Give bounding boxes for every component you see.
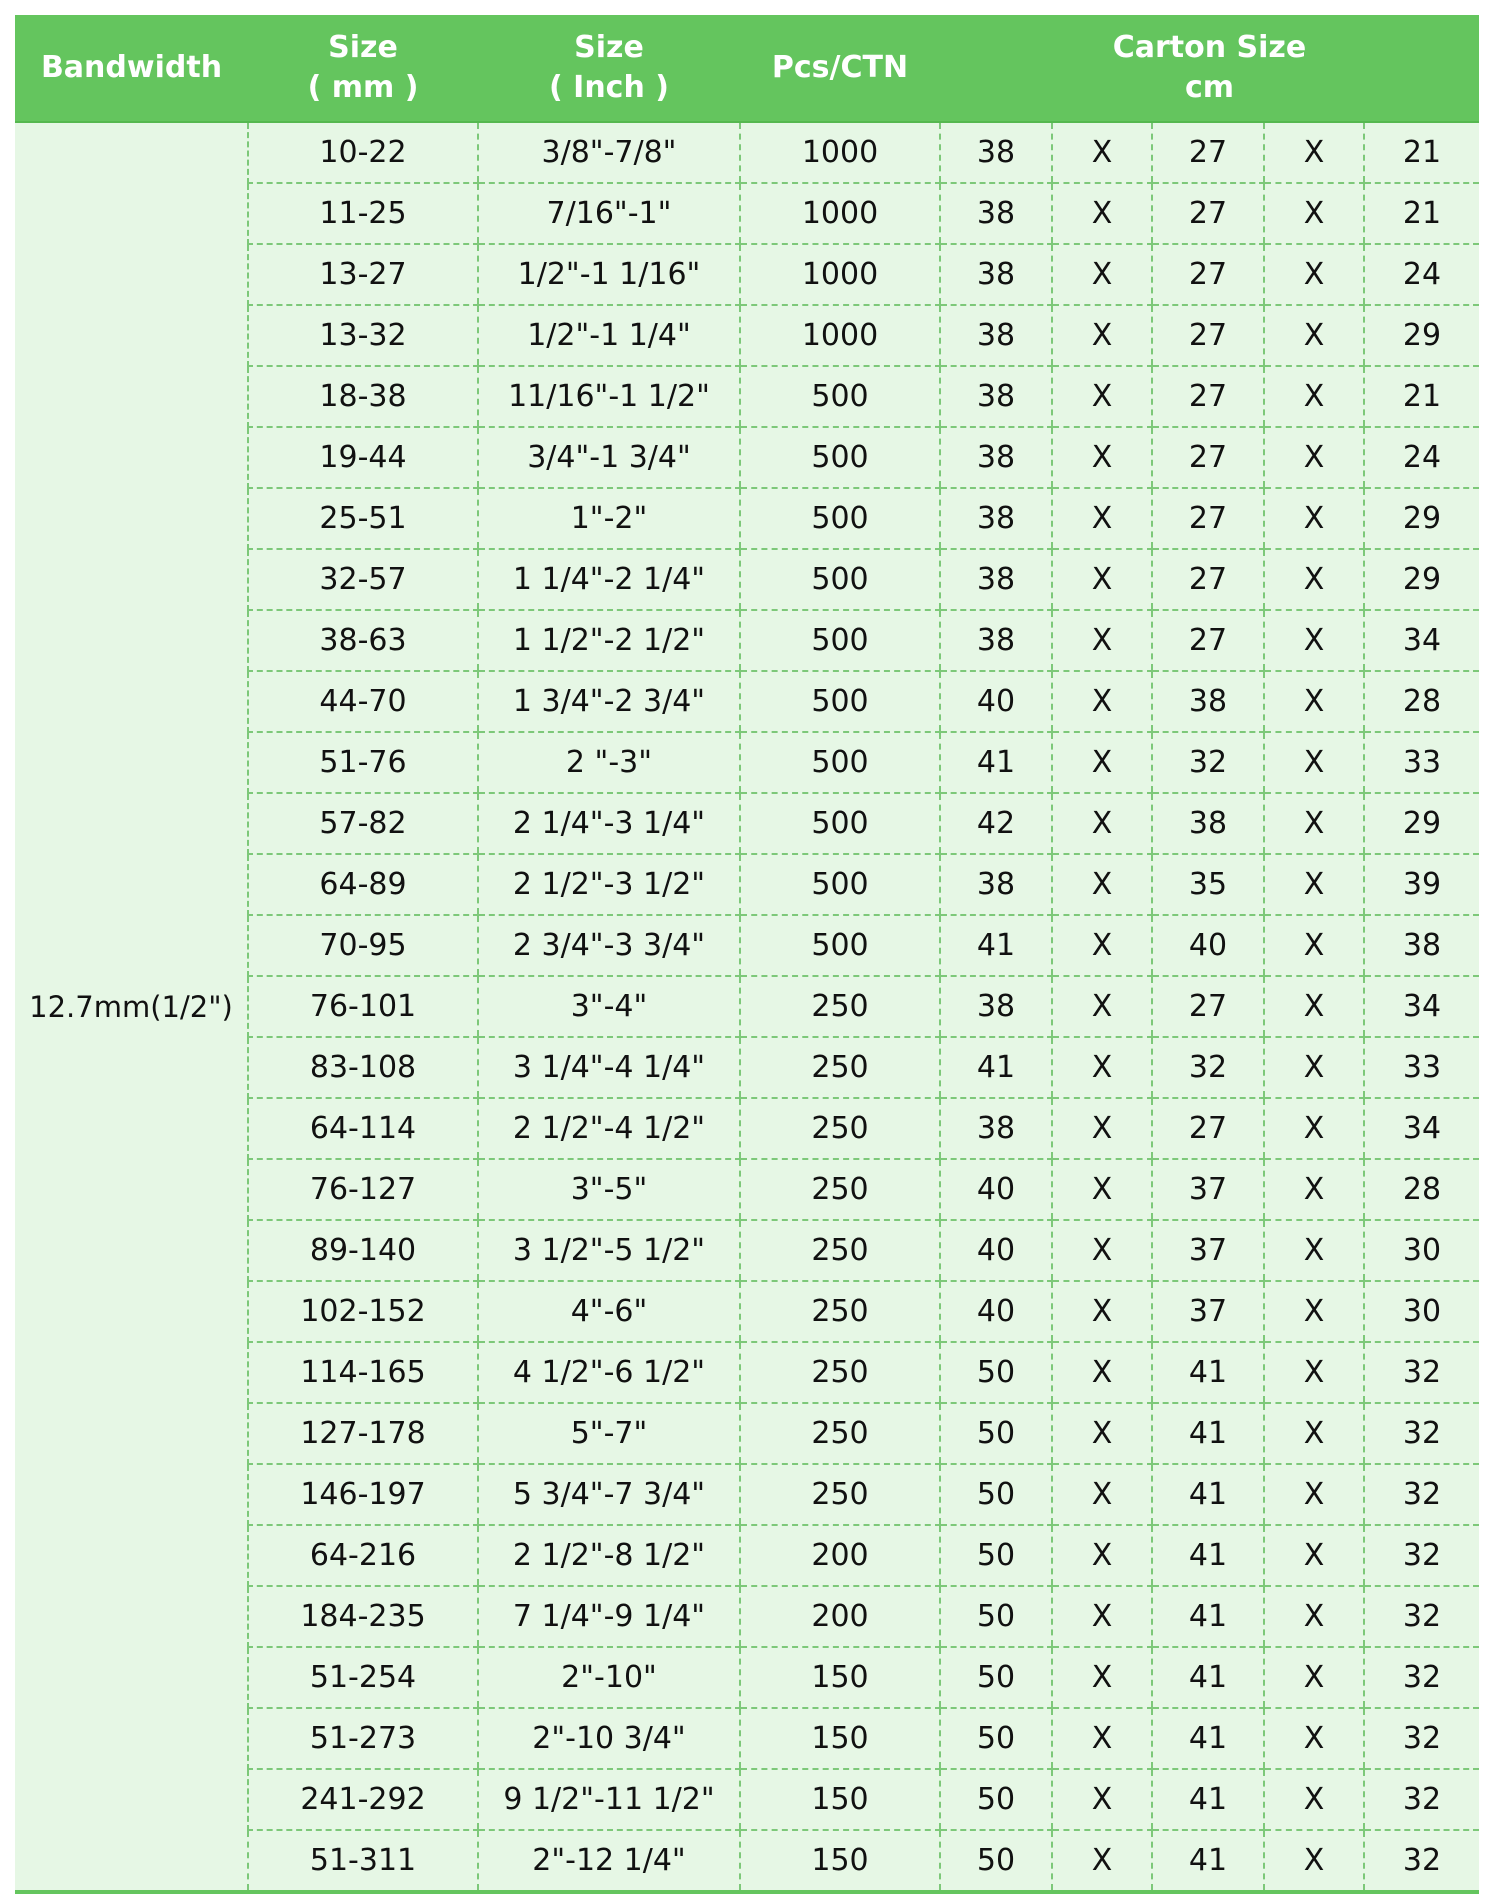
- size-mm-cell: 83-108: [248, 1037, 478, 1098]
- size-inch-cell: 2 1/4"-3 1/4": [478, 793, 740, 854]
- size-inch-cell: 3/4"-1 3/4": [478, 427, 740, 488]
- size-inch-cell: 11/16"-1 1/2": [478, 366, 740, 427]
- pcs-ctn-cell: 250: [740, 1037, 940, 1098]
- size-mm-cell: 32-57: [248, 549, 478, 610]
- header-row: [15, 15, 1479, 122]
- size-mm-cell: 64-216: [248, 1525, 478, 1586]
- carton-height-cell: 21: [1364, 122, 1479, 183]
- carton-length-cell: 50: [940, 1769, 1052, 1830]
- pcs-ctn-cell: 500: [740, 366, 940, 427]
- pcs-ctn-cell: 500: [740, 427, 940, 488]
- carton-separator: X: [1264, 854, 1364, 915]
- carton-width-cell: 40: [1152, 915, 1264, 976]
- carton-length-cell: 50: [940, 1586, 1052, 1647]
- carton-length-cell: 38: [940, 488, 1052, 549]
- carton-height-cell: 32: [1364, 1647, 1479, 1708]
- carton-length-cell: 40: [940, 1159, 1052, 1220]
- carton-length-cell: 38: [940, 305, 1052, 366]
- carton-separator: X: [1264, 1098, 1364, 1159]
- header-size-mm-line2: ( mm ): [307, 70, 419, 105]
- carton-length-cell: 41: [940, 732, 1052, 793]
- carton-height-cell: 21: [1364, 183, 1479, 244]
- size-inch-cell: 5"-7": [478, 1403, 740, 1464]
- size-mm-cell: 13-27: [248, 244, 478, 305]
- size-mm-cell: 44-70: [248, 671, 478, 732]
- carton-width-cell: 32: [1152, 1037, 1264, 1098]
- carton-height-cell: 32: [1364, 1708, 1479, 1769]
- carton-width-cell: 41: [1152, 1830, 1264, 1892]
- carton-separator: X: [1264, 1525, 1364, 1586]
- carton-length-cell: 41: [940, 915, 1052, 976]
- carton-separator: X: [1052, 183, 1152, 244]
- carton-length-cell: 50: [940, 1464, 1052, 1525]
- carton-separator: X: [1052, 122, 1152, 183]
- carton-length-cell: 50: [940, 1525, 1052, 1586]
- carton-separator: X: [1052, 1220, 1152, 1281]
- carton-separator: X: [1264, 732, 1364, 793]
- header-size-mm-line1: Size: [328, 30, 398, 65]
- carton-separator: X: [1052, 549, 1152, 610]
- carton-height-cell: 30: [1364, 1220, 1479, 1281]
- size-mm-cell: 51-311: [248, 1830, 478, 1892]
- size-mm-cell: 102-152: [248, 1281, 478, 1342]
- carton-separator: X: [1264, 1342, 1364, 1403]
- carton-separator: X: [1052, 915, 1152, 976]
- size-inch-cell: 2 3/4"-3 3/4": [478, 915, 740, 976]
- header-carton-size: [940, 15, 1479, 122]
- size-mm-cell: 25-51: [248, 488, 478, 549]
- size-mm-cell: 13-32: [248, 305, 478, 366]
- carton-height-cell: 32: [1364, 1464, 1479, 1525]
- carton-separator: X: [1264, 610, 1364, 671]
- pcs-ctn-cell: 250: [740, 1281, 940, 1342]
- carton-separator: X: [1052, 1464, 1152, 1525]
- carton-width-cell: 37: [1152, 1220, 1264, 1281]
- carton-length-cell: 38: [940, 183, 1052, 244]
- carton-separator: X: [1052, 244, 1152, 305]
- carton-width-cell: 27: [1152, 244, 1264, 305]
- carton-separator: X: [1264, 1647, 1364, 1708]
- carton-separator: X: [1264, 1464, 1364, 1525]
- carton-separator: X: [1264, 976, 1364, 1037]
- size-mm-cell: 127-178: [248, 1403, 478, 1464]
- carton-width-cell: 27: [1152, 976, 1264, 1037]
- size-inch-cell: 4"-6": [478, 1281, 740, 1342]
- size-mm-cell: 76-101: [248, 976, 478, 1037]
- size-mm-cell: 18-38: [248, 366, 478, 427]
- carton-width-cell: 27: [1152, 122, 1264, 183]
- carton-separator: X: [1264, 1769, 1364, 1830]
- carton-length-cell: 38: [940, 427, 1052, 488]
- size-mm-cell: 57-82: [248, 793, 478, 854]
- size-mm-cell: 19-44: [248, 427, 478, 488]
- size-mm-cell: 11-25: [248, 183, 478, 244]
- carton-separator: X: [1052, 1281, 1152, 1342]
- carton-separator: X: [1264, 1586, 1364, 1647]
- pcs-ctn-cell: 500: [740, 549, 940, 610]
- header-size-mm: [248, 15, 478, 122]
- carton-separator: X: [1052, 366, 1152, 427]
- size-mm-cell: 114-165: [248, 1342, 478, 1403]
- carton-separator: X: [1264, 305, 1364, 366]
- carton-height-cell: 33: [1364, 732, 1479, 793]
- carton-height-cell: 34: [1364, 610, 1479, 671]
- carton-width-cell: 27: [1152, 1098, 1264, 1159]
- carton-length-cell: 38: [940, 976, 1052, 1037]
- pcs-ctn-cell: 250: [740, 976, 940, 1037]
- carton-length-cell: 50: [940, 1830, 1052, 1892]
- carton-separator: X: [1264, 1281, 1364, 1342]
- size-mm-cell: 241-292: [248, 1769, 478, 1830]
- carton-separator: X: [1264, 1159, 1364, 1220]
- size-mm-cell: 10-22: [248, 122, 478, 183]
- carton-length-cell: 38: [940, 244, 1052, 305]
- size-mm-cell: 70-95: [248, 915, 478, 976]
- size-inch-cell: 1 3/4"-2 3/4": [478, 671, 740, 732]
- carton-height-cell: 38: [1364, 915, 1479, 976]
- carton-separator: X: [1052, 1586, 1152, 1647]
- carton-height-cell: 28: [1364, 1159, 1479, 1220]
- size-mm-cell: 51-273: [248, 1708, 478, 1769]
- carton-height-cell: 24: [1364, 244, 1479, 305]
- size-inch-cell: 5 3/4"-7 3/4": [478, 1464, 740, 1525]
- carton-width-cell: 27: [1152, 549, 1264, 610]
- carton-height-cell: 29: [1364, 793, 1479, 854]
- spec-table: [15, 15, 1479, 1894]
- pcs-ctn-cell: 250: [740, 1342, 940, 1403]
- carton-height-cell: 32: [1364, 1586, 1479, 1647]
- header-size-inch-line1: Size: [574, 30, 644, 65]
- carton-length-cell: 38: [940, 1098, 1052, 1159]
- carton-width-cell: 27: [1152, 305, 1264, 366]
- header-pcs-ctn: Pcs/CTN: [740, 15, 940, 122]
- size-inch-cell: 2"-10": [478, 1647, 740, 1708]
- carton-separator: X: [1264, 549, 1364, 610]
- size-inch-cell: 3/8"-7/8": [478, 122, 740, 183]
- size-inch-cell: 4 1/2"-6 1/2": [478, 1342, 740, 1403]
- carton-length-cell: 40: [940, 1220, 1052, 1281]
- pcs-ctn-cell: 500: [740, 488, 940, 549]
- size-inch-cell: 2 1/2"-4 1/2": [478, 1098, 740, 1159]
- carton-height-cell: 32: [1364, 1769, 1479, 1830]
- carton-length-cell: 38: [940, 366, 1052, 427]
- carton-length-cell: 38: [940, 854, 1052, 915]
- pcs-ctn-cell: 200: [740, 1586, 940, 1647]
- carton-separator: X: [1264, 1037, 1364, 1098]
- carton-width-cell: 38: [1152, 793, 1264, 854]
- pcs-ctn-cell: 500: [740, 732, 940, 793]
- carton-width-cell: 37: [1152, 1281, 1264, 1342]
- size-inch-cell: 9 1/2"-11 1/2": [478, 1769, 740, 1830]
- carton-separator: X: [1052, 610, 1152, 671]
- carton-separator: X: [1052, 732, 1152, 793]
- carton-length-cell: 50: [940, 1403, 1052, 1464]
- carton-width-cell: 38: [1152, 671, 1264, 732]
- size-inch-cell: 2"-10 3/4": [478, 1708, 740, 1769]
- pcs-ctn-cell: 250: [740, 1464, 940, 1525]
- carton-length-cell: 40: [940, 671, 1052, 732]
- carton-width-cell: 41: [1152, 1586, 1264, 1647]
- carton-separator: X: [1264, 1708, 1364, 1769]
- carton-width-cell: 41: [1152, 1525, 1264, 1586]
- carton-width-cell: 27: [1152, 427, 1264, 488]
- size-inch-cell: 1 1/4"-2 1/4": [478, 549, 740, 610]
- carton-separator: X: [1052, 1098, 1152, 1159]
- carton-width-cell: 41: [1152, 1342, 1264, 1403]
- pcs-ctn-cell: 250: [740, 1159, 940, 1220]
- carton-height-cell: 32: [1364, 1525, 1479, 1586]
- carton-width-cell: 41: [1152, 1464, 1264, 1525]
- size-inch-cell: 2 1/2"-3 1/2": [478, 854, 740, 915]
- size-inch-cell: 2"-12 1/4": [478, 1830, 740, 1892]
- header-carton-size-line1: Carton Size: [1112, 30, 1307, 65]
- carton-separator: X: [1264, 1830, 1364, 1892]
- pcs-ctn-cell: 250: [740, 1403, 940, 1464]
- carton-length-cell: 50: [940, 1708, 1052, 1769]
- carton-separator: X: [1052, 427, 1152, 488]
- pcs-ctn-cell: 250: [740, 1098, 940, 1159]
- size-mm-cell: 64-114: [248, 1098, 478, 1159]
- carton-length-cell: 42: [940, 793, 1052, 854]
- carton-length-cell: 50: [940, 1342, 1052, 1403]
- header-bandwidth: Bandwidth: [15, 15, 248, 122]
- carton-width-cell: 27: [1152, 183, 1264, 244]
- carton-length-cell: 38: [940, 610, 1052, 671]
- carton-height-cell: 24: [1364, 427, 1479, 488]
- carton-separator: X: [1052, 976, 1152, 1037]
- size-inch-cell: 1"-2": [478, 488, 740, 549]
- carton-width-cell: 35: [1152, 854, 1264, 915]
- carton-height-cell: 32: [1364, 1342, 1479, 1403]
- carton-separator: X: [1052, 1403, 1152, 1464]
- carton-height-cell: 39: [1364, 854, 1479, 915]
- carton-width-cell: 27: [1152, 610, 1264, 671]
- pcs-ctn-cell: 200: [740, 1525, 940, 1586]
- pcs-ctn-cell: 150: [740, 1830, 940, 1892]
- carton-separator: X: [1052, 1159, 1152, 1220]
- carton-separator: X: [1264, 244, 1364, 305]
- size-inch-cell: 1 1/2"-2 1/2": [478, 610, 740, 671]
- pcs-ctn-cell: 250: [740, 1220, 940, 1281]
- pcs-ctn-cell: 1000: [740, 122, 940, 183]
- carton-separator: X: [1264, 488, 1364, 549]
- pcs-ctn-cell: 150: [740, 1769, 940, 1830]
- carton-separator: X: [1264, 427, 1364, 488]
- carton-separator: X: [1052, 305, 1152, 366]
- carton-length-cell: 41: [940, 1037, 1052, 1098]
- carton-height-cell: 32: [1364, 1403, 1479, 1464]
- header-carton-size-line2: cm: [1184, 70, 1235, 105]
- pcs-ctn-cell: 500: [740, 854, 940, 915]
- carton-separator: X: [1052, 1769, 1152, 1830]
- carton-length-cell: 50: [940, 1647, 1052, 1708]
- pcs-ctn-cell: 500: [740, 671, 940, 732]
- carton-separator: X: [1264, 1220, 1364, 1281]
- carton-width-cell: 32: [1152, 732, 1264, 793]
- size-inch-cell: 2 "-3": [478, 732, 740, 793]
- carton-height-cell: 29: [1364, 305, 1479, 366]
- bandwidth-cell: 12.7mm(1/2"): [15, 122, 248, 1892]
- carton-separator: X: [1052, 1037, 1152, 1098]
- carton-height-cell: 29: [1364, 549, 1479, 610]
- carton-width-cell: 41: [1152, 1403, 1264, 1464]
- size-mm-cell: 146-197: [248, 1464, 478, 1525]
- carton-width-cell: 27: [1152, 488, 1264, 549]
- carton-length-cell: 40: [940, 1281, 1052, 1342]
- carton-separator: X: [1052, 671, 1152, 732]
- size-mm-cell: 76-127: [248, 1159, 478, 1220]
- carton-separator: X: [1264, 122, 1364, 183]
- pcs-ctn-cell: 500: [740, 793, 940, 854]
- carton-length-cell: 38: [940, 549, 1052, 610]
- carton-separator: X: [1052, 854, 1152, 915]
- carton-separator: X: [1052, 793, 1152, 854]
- size-mm-cell: 184-235: [248, 1586, 478, 1647]
- size-inch-cell: 3 1/2"-5 1/2": [478, 1220, 740, 1281]
- carton-height-cell: 33: [1364, 1037, 1479, 1098]
- size-inch-cell: 7/16"-1": [478, 183, 740, 244]
- size-inch-cell: 3"-5": [478, 1159, 740, 1220]
- carton-separator: X: [1052, 1342, 1152, 1403]
- size-inch-cell: 3 1/4"-4 1/4": [478, 1037, 740, 1098]
- size-inch-cell: 1/2"-1 1/16": [478, 244, 740, 305]
- carton-height-cell: 21: [1364, 366, 1479, 427]
- size-mm-cell: 64-89: [248, 854, 478, 915]
- carton-separator: X: [1052, 1525, 1152, 1586]
- table-body: [15, 122, 1479, 1892]
- size-mm-cell: 51-254: [248, 1647, 478, 1708]
- carton-separator: X: [1264, 183, 1364, 244]
- pcs-ctn-cell: 500: [740, 610, 940, 671]
- carton-separator: X: [1052, 1830, 1152, 1892]
- carton-separator: X: [1052, 1708, 1152, 1769]
- pcs-ctn-cell: 1000: [740, 244, 940, 305]
- pcs-ctn-cell: 500: [740, 915, 940, 976]
- size-inch-cell: 2 1/2"-8 1/2": [478, 1525, 740, 1586]
- carton-width-cell: 27: [1152, 366, 1264, 427]
- carton-height-cell: 28: [1364, 671, 1479, 732]
- size-inch-cell: 1/2"-1 1/4": [478, 305, 740, 366]
- carton-width-cell: 37: [1152, 1159, 1264, 1220]
- header-size-inch-line2: ( Inch ): [549, 70, 669, 105]
- pcs-ctn-cell: 1000: [740, 183, 940, 244]
- carton-separator: X: [1264, 793, 1364, 854]
- carton-separator: X: [1052, 1647, 1152, 1708]
- carton-separator: X: [1264, 366, 1364, 427]
- carton-length-cell: 38: [940, 122, 1052, 183]
- carton-height-cell: 32: [1364, 1830, 1479, 1892]
- carton-height-cell: 29: [1364, 488, 1479, 549]
- size-mm-cell: 38-63: [248, 610, 478, 671]
- carton-width-cell: 41: [1152, 1708, 1264, 1769]
- carton-separator: X: [1264, 1403, 1364, 1464]
- table-header: [15, 15, 1479, 122]
- size-inch-cell: 7 1/4"-9 1/4": [478, 1586, 740, 1647]
- carton-height-cell: 34: [1364, 1098, 1479, 1159]
- size-mm-cell: 51-76: [248, 732, 478, 793]
- carton-width-cell: 41: [1152, 1769, 1264, 1830]
- header-size-inch: [478, 15, 740, 122]
- carton-width-cell: 41: [1152, 1647, 1264, 1708]
- carton-separator: X: [1264, 671, 1364, 732]
- table-row: [15, 122, 1479, 183]
- pcs-ctn-cell: 1000: [740, 305, 940, 366]
- carton-height-cell: 30: [1364, 1281, 1479, 1342]
- carton-separator: X: [1264, 915, 1364, 976]
- carton-separator: X: [1052, 488, 1152, 549]
- pcs-ctn-cell: 150: [740, 1708, 940, 1769]
- size-inch-cell: 3"-4": [478, 976, 740, 1037]
- size-mm-cell: 89-140: [248, 1220, 478, 1281]
- carton-height-cell: 34: [1364, 976, 1479, 1037]
- pcs-ctn-cell: 150: [740, 1647, 940, 1708]
